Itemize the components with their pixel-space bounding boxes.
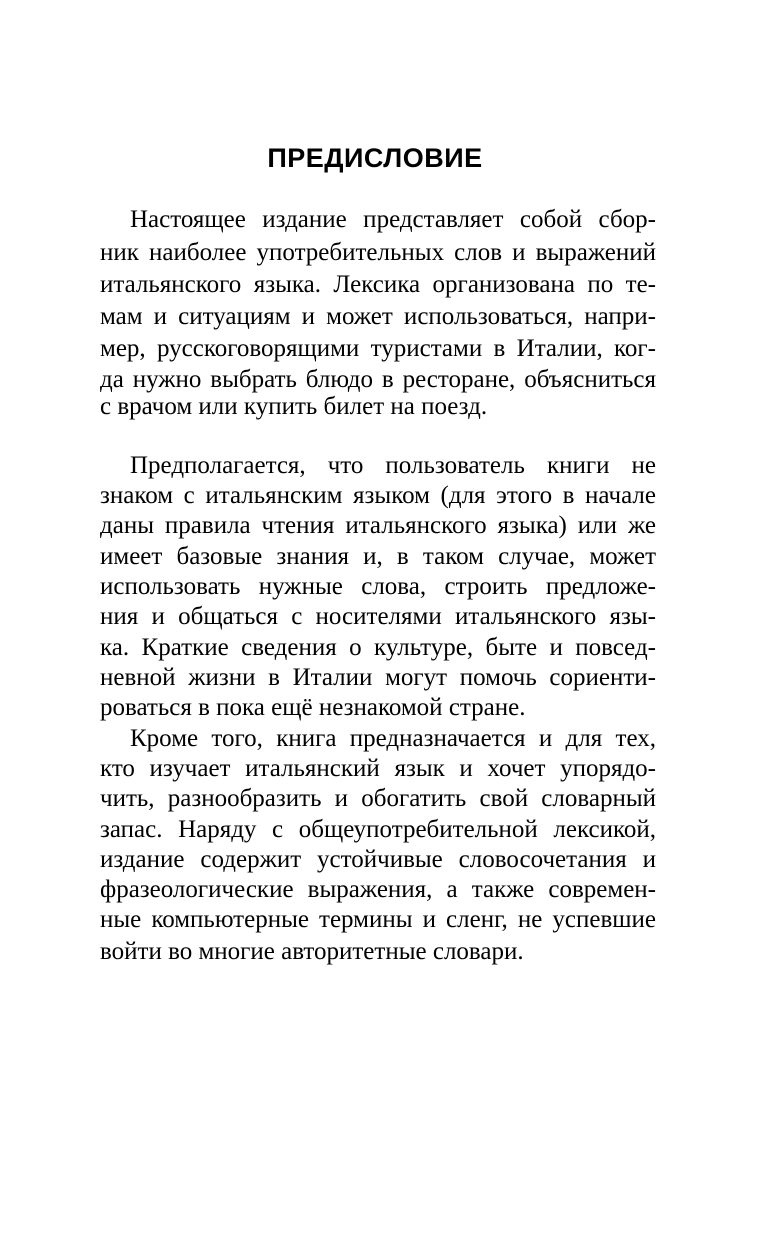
text-line: Предполагается, что пользователь книги не (130, 452, 656, 479)
text-line: Настоящее издание представляет собой сбор- (130, 206, 656, 233)
text-line: кто изучает итальянский язык и хочет упорядо- (100, 755, 656, 782)
text-line: роваться в пока ещё незнакомой стране. (100, 694, 526, 721)
text-line: запас. Наряду с общеупотребительной лексикой, (100, 816, 656, 843)
text-line: издание содержит устойчивые словосочетания и (100, 846, 656, 873)
text-line: да нужно выбрать блюдо в ресторане, объясниться (100, 366, 656, 393)
text-line: невной жизни в Италии могут помочь сориенти- (100, 664, 656, 691)
text-line: с врачом или купить билет на поезд. (100, 393, 488, 420)
text-line: ния и общаться с носителями итальянского язы- (100, 603, 656, 630)
text-line: знаком с итальянским языком (для этого в начале (100, 482, 656, 509)
text-line: чить, разнообразить и обогатить свой словарный (100, 785, 656, 812)
text-line: ник наиболее употребительных слов и выражений (100, 239, 656, 266)
text-line: войти во многие авторитетные словари. (100, 938, 524, 965)
text-line: ные компьютерные термины и сленг, не успевшие (100, 906, 656, 933)
text-line: использовать нужные слова, строить предложе- (100, 573, 656, 600)
text-line: ка. Краткие сведения о культуре, быте и повсед- (100, 634, 656, 661)
text-line: итальянского языка. Лексика организована по те- (100, 271, 656, 298)
text-line: фразеологические выражения, а также современ- (100, 876, 656, 903)
text-line: Кроме того, книга предназначается и для тех, (130, 725, 656, 752)
page-title: ПРЕДИСЛОВИЕ (267, 143, 483, 173)
text-line: мам и ситуациям и может использоваться, напри- (100, 303, 656, 330)
text-line: имеет базовые знания и, в таком случае, может (100, 543, 656, 570)
text-line: мер, русскоговорящими туристами в Италии, ког- (100, 335, 656, 362)
text-line: даны правила чтения итальянского языка) или же (100, 512, 656, 539)
